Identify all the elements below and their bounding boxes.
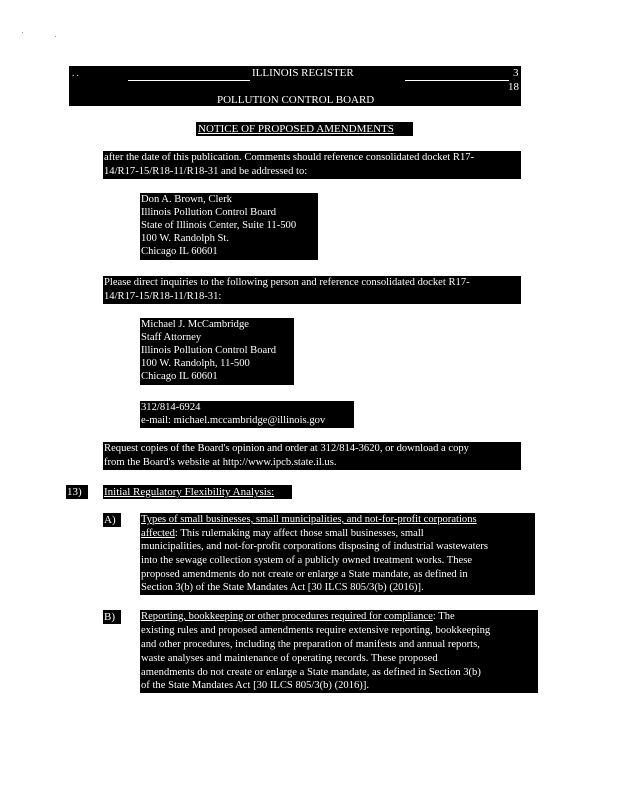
item-a-line: Section 3(b) of the State Mandates Act [30 ILCS 805/3(b) (2016)]. — [141, 582, 424, 593]
address-line: Illinois Pollution Control Board — [141, 207, 277, 218]
scan-speck — [55, 36, 56, 37]
item-b-label: B) — [103, 610, 121, 624]
item-b-paragraph — [140, 610, 538, 693]
comments-paragraph — [103, 151, 521, 179]
address-line: 100 W. Randolph, 11-500 — [141, 358, 250, 369]
item-a-line: proposed amendments do not create or enlarge a State mandate, as defined in — [141, 569, 468, 580]
item-a-text: : This rulemaking may affect those small businesses, small — [174, 528, 424, 539]
item-b-line: of the State Mandates Act [30 ILCS 805/3(b) (2016)]. — [141, 680, 370, 691]
header-dots: . . — [72, 68, 79, 78]
address-line: Chicago IL 60601 — [141, 246, 218, 257]
item-b-text: : The — [432, 611, 455, 622]
contact-phone: 312/814-6924 — [141, 402, 201, 413]
address-line: Illinois Pollution Control Board — [141, 345, 277, 356]
address-line: 100 W. Randolph St. — [141, 233, 229, 244]
register-title: ILLINOIS REGISTER — [252, 67, 354, 79]
page-number: 3 — [513, 67, 519, 79]
address-line: Don A. Brown, Clerk — [141, 194, 232, 205]
item-a-line: into the sewage collection system of a publicly owned treatment works. These — [141, 555, 473, 566]
header-rule-right — [405, 80, 509, 81]
address-line: State of Illinois Center, Suite 11-500 — [141, 220, 297, 231]
contact-title: Staff Attorney — [141, 332, 202, 343]
volume-number: 18 — [508, 81, 519, 93]
contact-email-link[interactable]: e-mail: michael.mccambridge@illinois.gov — [141, 415, 326, 426]
contact-info-block — [140, 401, 354, 428]
item-b-line: amendments do not create or enlarge a State mandate, as defined in Section 3(b) — [141, 667, 481, 678]
board-name: POLLUTION CONTROL BOARD — [217, 94, 375, 106]
contact-address-block — [140, 318, 294, 385]
comments-line-2: 14/R17-15/R18-11/R18-31 and be addressed to: — [104, 166, 308, 177]
notice-title: NOTICE OF PROPOSED AMENDMENTS — [196, 122, 413, 136]
section-title: Initial Regulatory Flexibility Analysis: — [103, 485, 292, 499]
item-b-line: and other procedures, including the preparation of manifests and annual reports, — [141, 639, 480, 650]
item-b-heading: Reporting, bookkeeping or other procedures required for compliance — [141, 611, 433, 622]
inquiries-line-1: Please direct inquiries to the following person and reference consolidated docket R17- — [104, 277, 470, 288]
clerk-address-block — [140, 193, 318, 260]
address-line: Chicago IL 60601 — [141, 371, 218, 382]
inquiries-paragraph — [103, 276, 521, 304]
scan-speck — [22, 32, 23, 33]
copies-line-1: Request copies of the Board's opinion and order at 312/814-3620, or download a copy — [104, 443, 469, 454]
item-a-heading: Types of small businesses, small municipalities, and not-for-profit corporations — [141, 514, 477, 525]
item-a-paragraph — [140, 513, 535, 595]
copies-line-2: from the Board's website at http://www.ipcb.state.il.us. — [104, 457, 337, 468]
copies-paragraph — [103, 442, 521, 470]
register-header — [69, 66, 521, 106]
item-a-label: A) — [103, 513, 121, 527]
contact-name: Michael J. McCambridge — [141, 319, 249, 330]
header-rule-left — [128, 80, 250, 81]
inquiries-line-2: 14/R17-15/R18-11/R18-31: — [104, 291, 222, 302]
item-b-line: existing rules and proposed amendments require extensive reporting, bookkeeping — [141, 625, 491, 636]
section-number: 13) — [66, 485, 88, 499]
item-b-line: waste analyses and maintenance of operating records. These proposed — [141, 653, 438, 664]
item-a-heading-end: affected — [141, 528, 175, 539]
item-a-line: municipalities, and not-for-profit corporations disposing of industrial wastewaters — [141, 541, 488, 552]
comments-line-1: after the date of this publication. Comments should reference consolidated docket R17- — [104, 152, 475, 163]
